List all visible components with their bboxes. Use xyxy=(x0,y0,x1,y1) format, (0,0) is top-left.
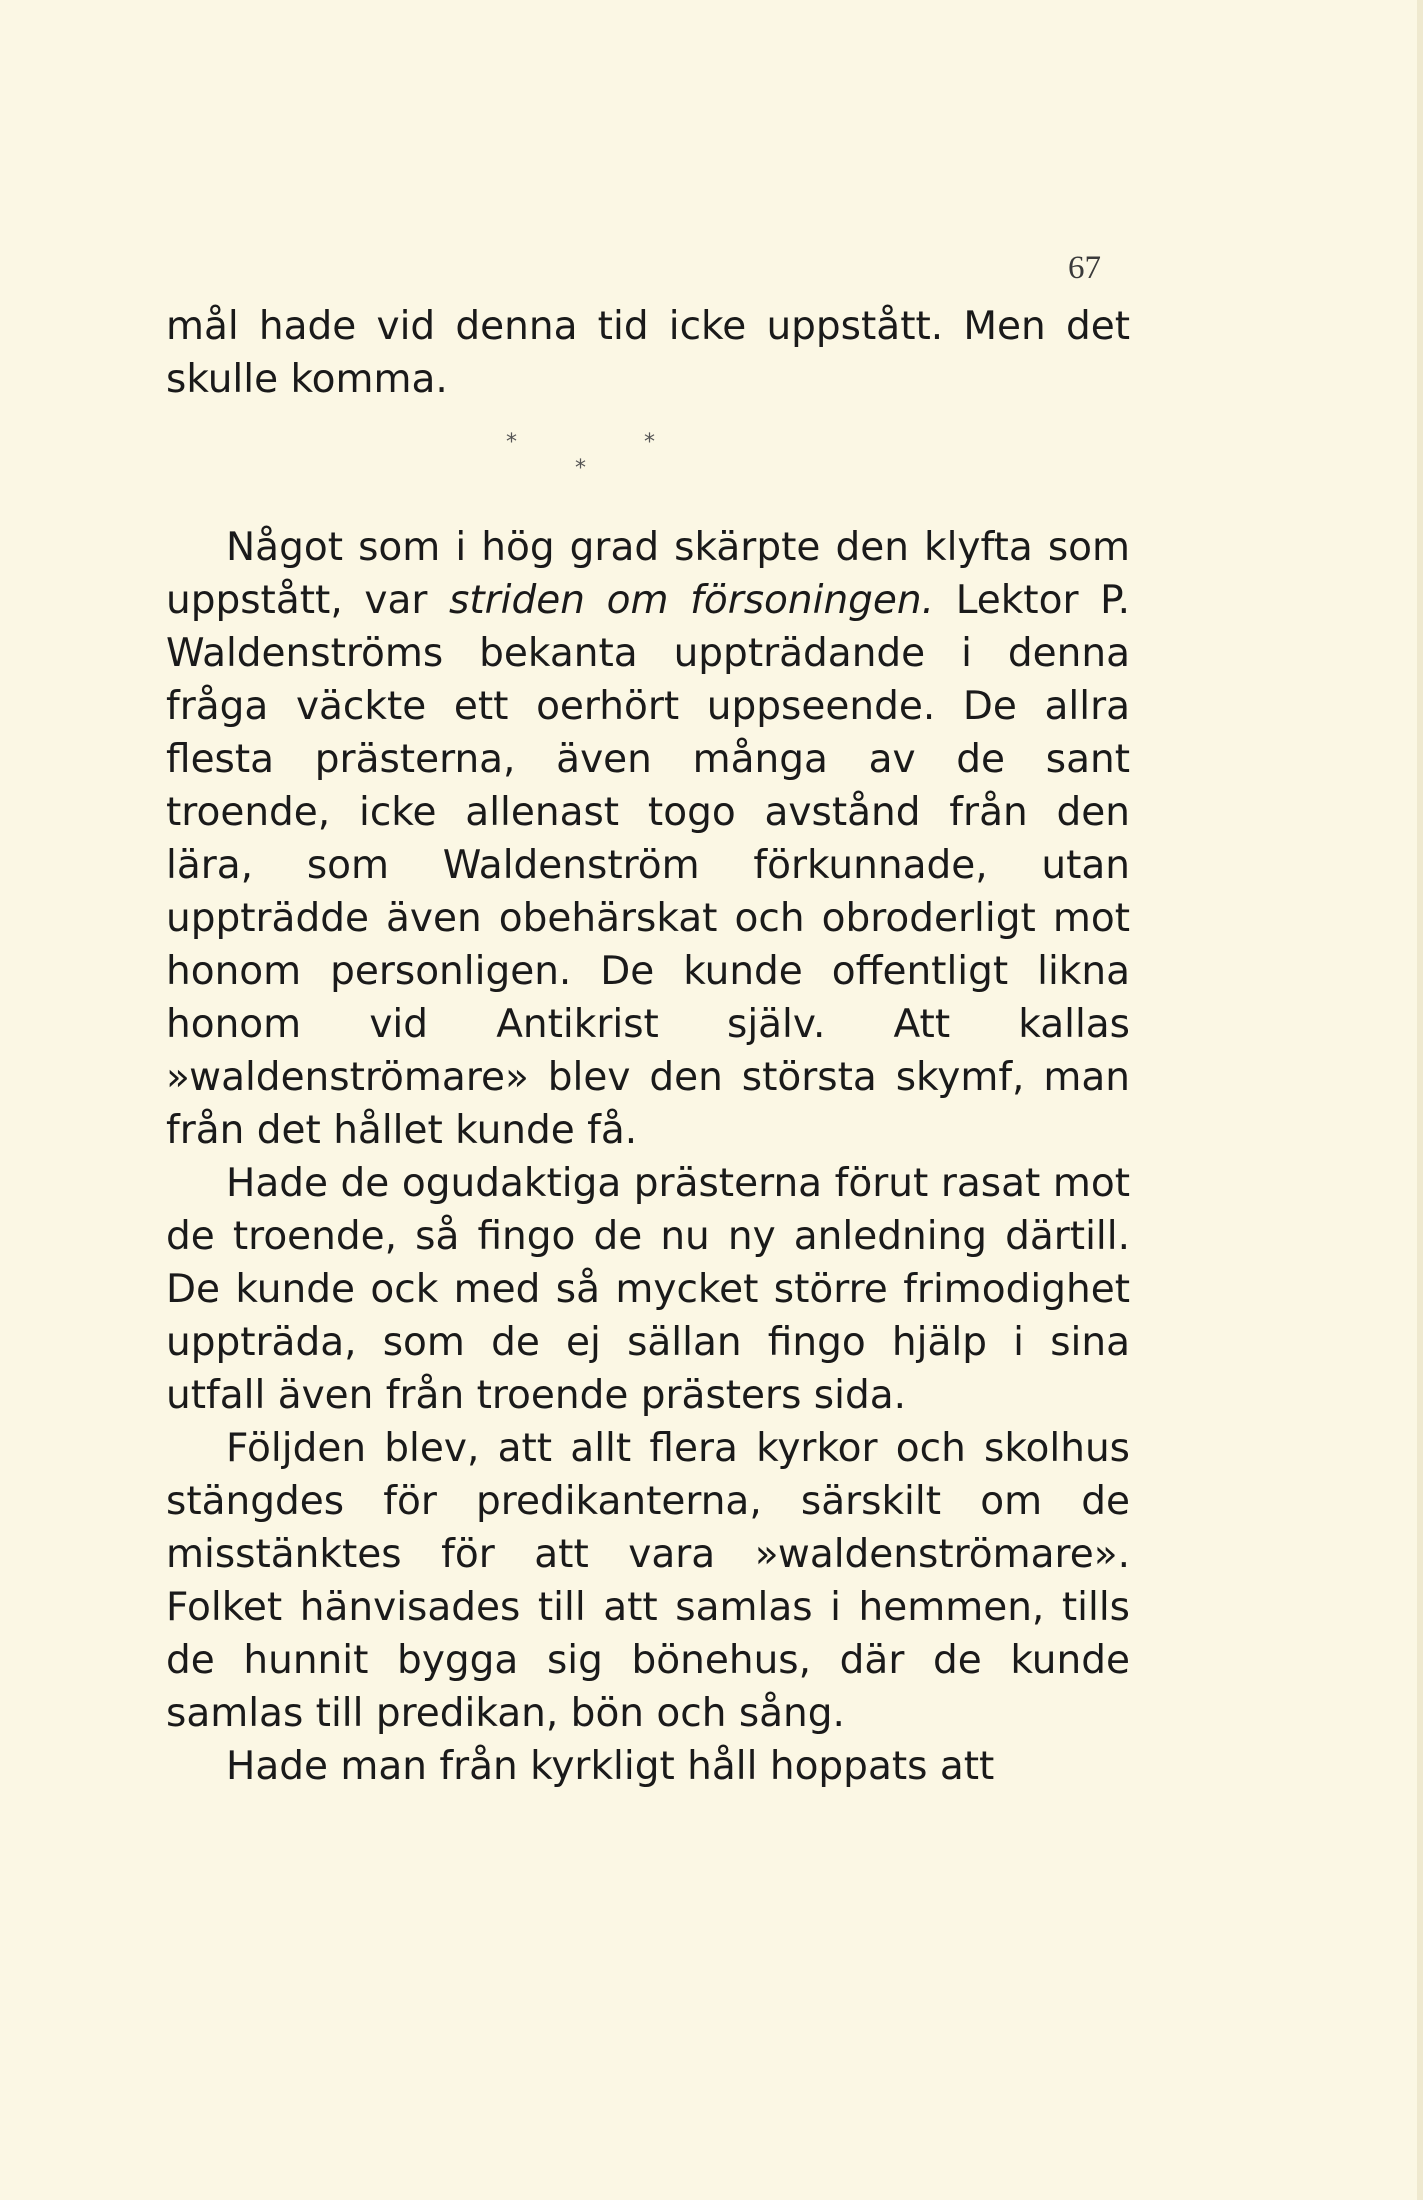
intro-paragraph: mål hade vid denna tid icke uppstått. Men det skulle komma. xyxy=(166,304,1130,402)
asterisk-center: * xyxy=(575,456,586,481)
asterisk-left: * xyxy=(506,430,517,455)
page-edge xyxy=(1417,0,1423,2200)
page-number: 67 xyxy=(1068,250,1101,286)
section-separator xyxy=(166,406,1130,521)
asterisk-right: * xyxy=(644,430,655,455)
paragraph-consequence: Följden blev, att allt flera kyrkor och skolhus stängdes för predikanterna, särskilt om de misstänktes för att vara »waldenströmare». Folket hänvisades till att samlas i hemmen, tills de hunnit bygga sig bönehus, där de kunde samlas till predikan, bön och sång. xyxy=(166,1426,1130,1736)
emphasized-phrase: striden om försoningen. xyxy=(449,578,935,623)
body-text xyxy=(166,300,1130,1793)
paragraph-text-end: Lektor P. Waldenströms bekanta uppträdande i denna fråga väckte ett oerhört uppseende. De allra flesta prästerna, även många av de sant troende, icke allenast togo avstånd från den lära, som Waldenström förkunnade, utan uppträdde även obehärskat och obroderligt mot honom personligen. De kunde offentligt likna honom vid Antikrist själv. Att kallas »waldenströmare» blev den största skymf, man från det hållet kunde få. xyxy=(166,578,1130,1153)
paragraph-text-start: Något som i hög grad skärpte den klyfta som uppstått, var xyxy=(166,525,1130,623)
paragraph-continuation: Hade man från kyrkligt håll hoppats att xyxy=(226,1744,995,1789)
paragraph-reconciliation xyxy=(166,521,1130,1157)
paragraph-priests: Hade de ogudaktiga prästerna förut rasat mot de troende, så fingo de nu ny anledning därtill. De kunde ock med så mycket större frimodighet uppträda, som de ej sällan fingo hjälp i sina utfall även från troende prästers sida. xyxy=(166,1161,1130,1418)
